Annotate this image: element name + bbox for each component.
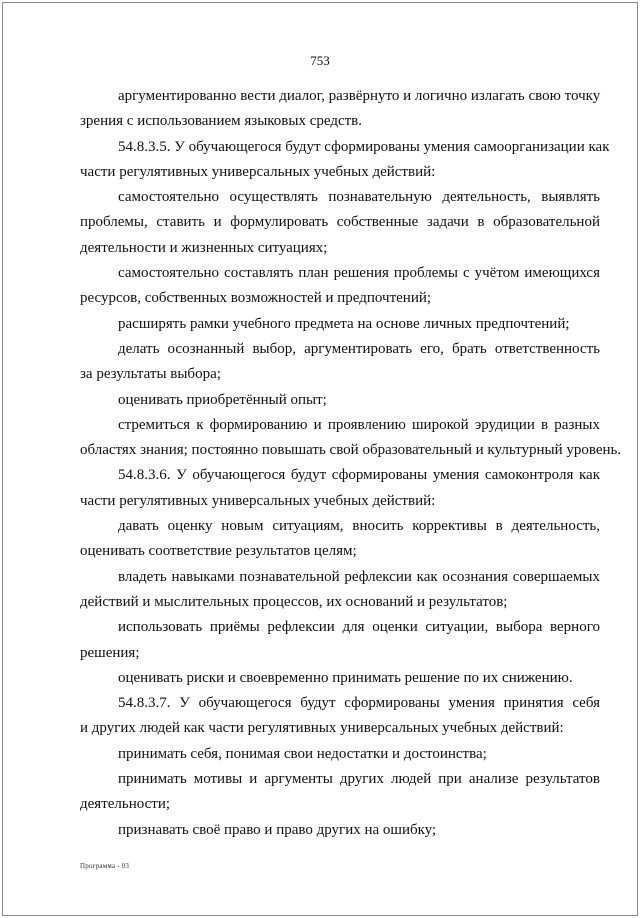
paragraph (80, 413, 622, 464)
text-line: аргументированно вести диалог, развёрнуто и логично излагать свою точку (118, 88, 601, 104)
text-line: оценивать соответствие результатов целям; (80, 543, 357, 560)
text-line: оценивать риски и своевременно принимать решение по их снижению. (118, 669, 573, 686)
text-line: 54.8.3.5. У обучающегося будут сформированы умения самоорганизации как (118, 138, 610, 155)
paragraph (80, 388, 600, 413)
text-line: признавать своё право и право других на ошибку; (118, 821, 437, 838)
paragraph (80, 185, 600, 261)
text-line: деятельности и жизненных ситуациях; (80, 239, 328, 256)
text-line: части регулятивных универсальных учебных действий: (80, 163, 436, 180)
text-line: давать оценку новым ситуациям, вносить коррективы в деятельность, (118, 518, 600, 535)
paragraph (80, 135, 610, 186)
paragraph (80, 666, 600, 691)
text-line: решения; (80, 644, 140, 661)
text-line: владеть навыками познавательной рефлексии как осознания совершаемых (118, 568, 600, 585)
paragraph (80, 615, 600, 666)
paragraph (80, 463, 600, 514)
text-line: 54.8.3.7. У обучающегося будут сформированы умения принятия себя (118, 695, 600, 712)
paragraph (80, 742, 600, 767)
paragraph (80, 565, 600, 616)
paragraph (80, 312, 600, 337)
text-line: действий и мыслительных процессов, их оснований и результатов; (80, 593, 508, 610)
paragraph (80, 337, 600, 388)
paragraph (80, 767, 600, 818)
text-line: расширять рамки учебного предмета на основе личных предпочтений; (118, 315, 570, 332)
text-line: зрения с использованием языковых средств. (80, 113, 363, 130)
paragraph (80, 514, 600, 565)
page-footer: Программа - 03 (80, 862, 130, 870)
paragraph (80, 261, 600, 312)
text-line: самостоятельно составлять план решения проблемы с учётом имеющихся (118, 265, 600, 282)
text-line: стремиться к формированию и проявлению широкой эрудиции в разных (118, 416, 600, 433)
text-line: самостоятельно осуществлять познавательную деятельность, выявлять (118, 189, 600, 206)
text-line: 54.8.3.6. У обучающегося будут сформированы умения самоконтроля как (118, 467, 600, 484)
text-line: принимать себя, понимая свои недостатки и достоинства; (118, 745, 487, 762)
paragraph (80, 818, 600, 843)
page-number: 753 (310, 53, 330, 68)
text-line: ресурсов, собственных возможностей и предпочтений; (80, 290, 432, 307)
paragraph (80, 84, 600, 135)
text-line: использовать приёмы рефлексии для оценки ситуации, выбора верного (118, 619, 600, 636)
text-line: за результаты выбора; (80, 366, 221, 383)
text-line: принимать мотивы и аргументы других людей при анализе результатов (118, 771, 600, 788)
text-line: делать осознанный выбор, аргументировать его, брать ответственность (118, 340, 600, 357)
text-line: деятельности; (80, 796, 171, 813)
text-line: областях знания; постоянно повышать свой образовательный и культурный уровень. (80, 442, 622, 459)
paragraph (80, 691, 600, 742)
text-line: части регулятивных универсальных учебных действий: (80, 492, 436, 509)
text-line: проблемы, ставить и формулировать собственные задачи в образовательной (80, 214, 600, 231)
text-line: и других людей как части регулятивных универсальных учебных действий: (80, 720, 564, 737)
document-body (80, 84, 622, 843)
text-line: оценивать приобретённый опыт; (118, 391, 327, 408)
